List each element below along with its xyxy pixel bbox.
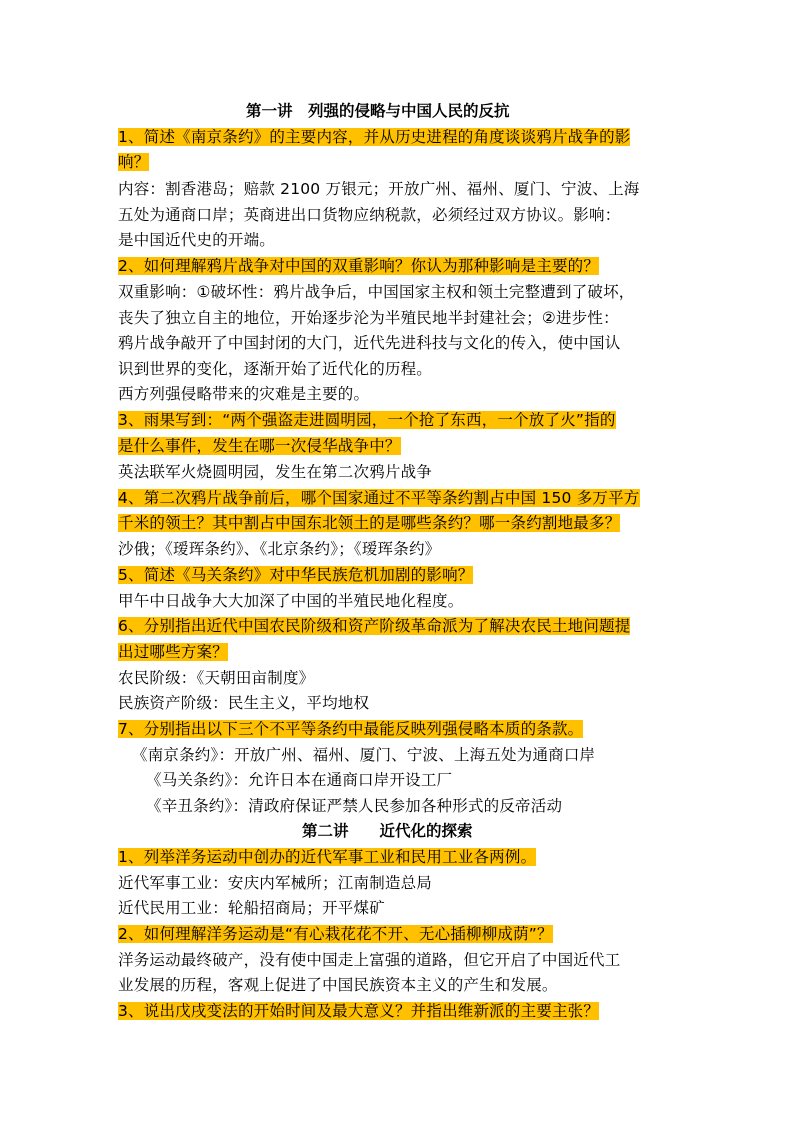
answer-1-line-2: 五处为通商口岸；英商进出口货物应纳税款，必须经过双方协议。影响： [118, 206, 621, 224]
lecture1-title: 第一讲 列强的侵略与中国人民的反抗 [246, 101, 510, 120]
answer-2-line-5: 西方列强侵略带来的灾难是主要的。 [118, 385, 370, 403]
answer-2-line-4: 识到世界的变化，逐渐开始了近代化的历程。 [118, 360, 433, 378]
question-6-line-2: 出过哪些方案？ [118, 643, 228, 661]
question-1-line-1: 1、简述《南京条约》的主要内容，并从历史进程的角度谈谈鸦片战争的影 [118, 128, 631, 146]
question-1-line-2: 响？ [118, 153, 150, 171]
answer-2-line-3: 鸦片战争敲开了中国封闭的大门，近代先进科技与文化的传入，使中国认 [118, 334, 621, 352]
l2-question-2-line-1: 2、如何理解洋务运动是“有心栽花花不开、无心插柳柳成荫”？ [118, 925, 553, 943]
question-7-line-1: 7、分别指出以下三个不平等条约中最能反映列强侵略本质的条款。 [118, 720, 584, 738]
l2-answer-1-line-1: 近代军事工业：安庆内军械所；江南制造总局 [118, 874, 433, 892]
question-3-line-1: 3、雨果写到：“两个强盗走进圆明园，一个抢了东西，一个放了火”指的 [118, 411, 616, 429]
question-3-line-2: 是什么事件，发生在哪一次侵华战争中？ [118, 437, 401, 455]
answer-1-line-3: 是中国近代史的开端。 [118, 231, 276, 249]
question-5-line-1: 5、简述《马关条约》对中华民族危机加剧的影响？ [118, 566, 474, 584]
answer-5-line-1: 甲午中日战争大大加深了中国的半殖民地化程度。 [118, 592, 464, 610]
question-2-line-1: 2、如何理解鸦片战争对中国的双重影响？你认为那种影响是主要的？ [118, 257, 600, 275]
l2-question-3-line-1: 3、说出戊戌变法的开始时间及最大意义？并指出维新派的主要主张？ [118, 1002, 600, 1020]
l2-question-1-line-1: 1、列举洋务运动中创办的近代军事工业和民用工业各两例。 [118, 848, 537, 866]
l2-answer-2-line-2: 业发展的历程，客观上促进了中国民族资本主义的产生和发展。 [118, 976, 558, 994]
answer-7-line-1: 《南京条约》：开放广州、福州、厦门、宁波、上海五处为通商口岸 [132, 746, 596, 764]
l2-answer-1-line-2: 近代民用工业：轮船招商局；开平煤矿 [118, 899, 385, 917]
l2-answer-2-line-1: 洋务运动最终破产，没有使中国走上富强的道路，但它开启了中国近代工 [118, 951, 621, 969]
answer-7-line-2: 《马关条约》：允许日本在通商口岸开设工厂 [146, 771, 453, 789]
answer-2-line-1: 双重影响：①破坏性：鸦片战争后，中国国家主权和领土完整遭到了破坏， [118, 283, 635, 301]
answer-4-line-1: 沙俄；《瑷珲条约》、《北京条约》；《瑷珲条约》 [118, 540, 441, 558]
answer-3-line-1: 英法联军火烧圆明园，发生在第二次鸦片战争 [118, 463, 433, 481]
answer-6-line-2: 民族资产阶级：民生主义，平均地权 [118, 694, 370, 712]
question-6-line-1: 6、分别指出近代中国农民阶级和资产阶级革命派为了解决农民土地问题提 [118, 617, 631, 635]
answer-6-line-1: 农民阶级：《天朝田亩制度》 [118, 669, 315, 687]
answer-1-line-1: 内容：割香港岛；赔款 2100 万银元；开放广州、福州、厦门、宁波、上海 [118, 180, 640, 198]
question-4-line-1: 4、第二次鸦片战争前后，哪个国家通过不平等条约割占中国 150 多万平方 [118, 489, 640, 507]
answer-2-line-2: 丧失了独立自主的地位，开始逐步沦为半殖民地半封建社会；②进步性： [118, 309, 619, 327]
question-4-line-2: 千米的领土？其中割占中国东北领土的是哪些条约？哪一条约割地最多？ [118, 514, 621, 532]
lecture2-title: 第二讲 近代化的探索 [302, 821, 473, 840]
answer-7-line-3: 《辛丑条约》：清政府保证严禁人民参加各种形式的反帝活动 [146, 797, 563, 815]
